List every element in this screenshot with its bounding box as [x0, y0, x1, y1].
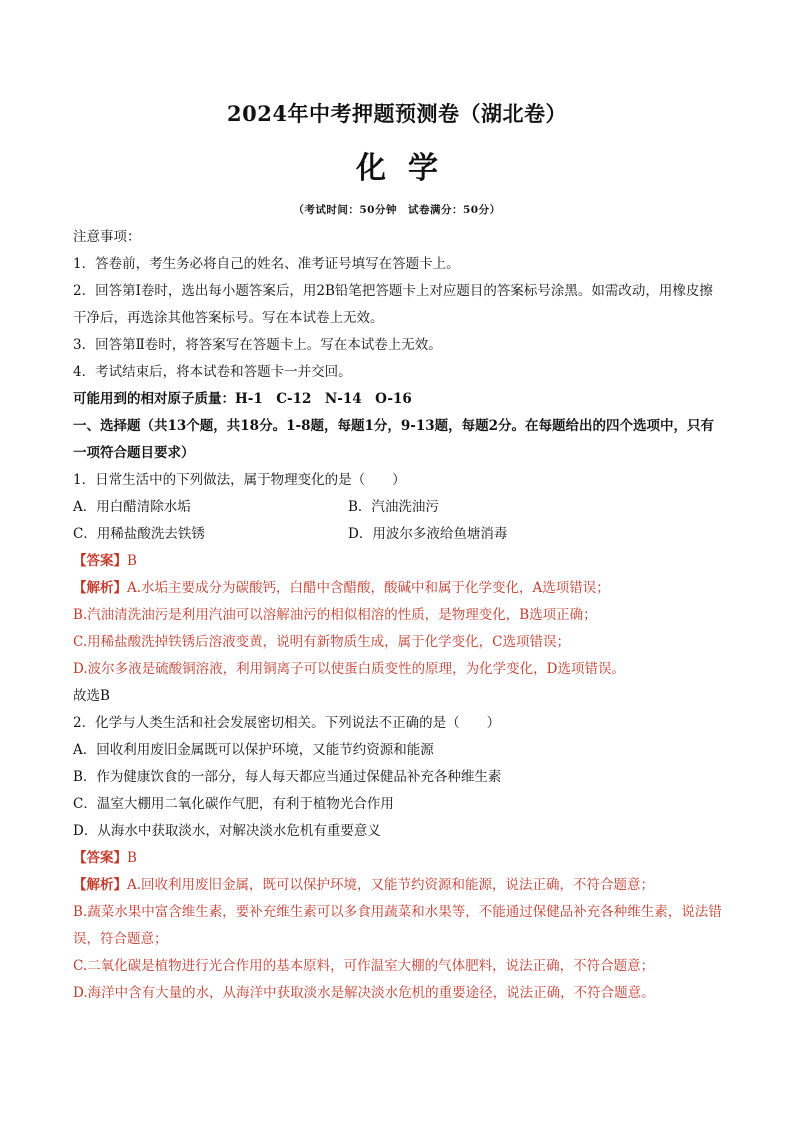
exam-body [73, 224, 723, 1007]
notice-item-4: 4．考试结束后，将本试卷和答题卡一并交回。 [73, 364, 352, 380]
question-2-stem: 2．化学与人类生活和社会发展密切相关。下列说法不正确的是（ ） [73, 715, 501, 731]
question-2-answer [73, 845, 723, 872]
option-b: B．汽油洗油污 [348, 499, 439, 515]
question-1-analysis-c: C.用稀盐酸洗掉铁锈后溶液变黄，说明有新物质生成，属于化学变化，C选项错误； [73, 634, 570, 650]
question-2-option-c: C．温室大棚用二氧化碳作气肥，有利于植物光合作用 [73, 796, 394, 812]
question-2-analysis-d: D.海洋中含有大量的水，从海洋中获取淡水是解决淡水危机的重要途径，说法正确，不符合题意。 [73, 985, 655, 1001]
notice-item-1: 1．答卷前，考生务必将自己的姓名、准考证号填写在答题卡上。 [73, 256, 460, 272]
question-2-option-d: D．从海水中获取淡水，对解决淡水危机有重要意义 [73, 823, 381, 839]
question-1-analysis-a [73, 575, 723, 602]
option-a: A．用白醋清除水垢 [73, 499, 191, 515]
option-c: C．用稀盐酸洗去铁锈 [73, 526, 205, 542]
notice-item-3: 3．回答第Ⅱ卷时，将答案写在答题卡上。写在本试卷上无效。 [73, 337, 442, 353]
answer-value: B [127, 850, 137, 866]
question-1-analysis-d: D.波尔多液是硫酸铜溶液，利用铜离子可以使蛋白质变性的原理，为化学变化，D选项错误。 [73, 661, 625, 677]
question-2-option-a: A．回收利用废旧金属既可以保护环境，又能节约资源和能源 [73, 742, 434, 758]
analysis-text: A.回收利用废旧金属，既可以保护环境，又能节约资源和能源，说法正确，不符合题意； [127, 877, 655, 893]
question-1-answer [73, 548, 723, 575]
answer-tag: 【答案】 [73, 850, 127, 866]
notice-item-2: 2．回答第Ⅰ卷时，选出每小题答案后，用2B铅笔把答题卡上对应题目的答案标号涂黑。如需改动，用橡皮擦干净后，再选涂其他答案标号。写在本试卷上无效。 [73, 283, 713, 326]
subject-title: 化学 [356, 151, 460, 186]
analysis-text: A.水垢主要成分为碳酸钙，白醋中含醋酸，酸碱中和属于化学变化，A选项错误； [127, 580, 610, 596]
question-2-analysis-b: B.蔬菜水果中富含维生素，要补充维生素可以多食用蔬菜和水果等，不能通过保健品补充各种维生素，说法错误，符合题意； [73, 904, 722, 947]
atomic-mass-line: 可能用到的相对原子质量：H-1 C-12 N-14 O-16 [73, 391, 412, 407]
analysis-tag: 【解析】 [73, 877, 127, 893]
analysis-tag: 【解析】 [73, 580, 127, 596]
question-1-analysis-b: B.汽油清洗油污是利用汽油可以溶解油污的相似相溶的性质，是物理变化，B选项正确； [73, 607, 597, 623]
question-2-option-b: B．作为健康饮食的一部分，每人每天都应当通过保健品补充各种维生素 [73, 769, 502, 785]
section-heading: 一、选择题（共13个题，共18分。1-8题，每题1分，9-13题，每题2分。在每题给出的四个选项中，只有一项符合题目要求） [73, 418, 715, 461]
question-1-stem: 1．日常生活中的下列做法，属于物理变化的是（ ） [73, 472, 406, 488]
exam-info: （考试时间：50分钟 试卷满分：50分） [293, 204, 501, 216]
question-1-options-row-1 [73, 494, 723, 521]
question-2-analysis-a [73, 872, 723, 899]
option-d: D．用波尔多液给鱼塘消毒 [348, 526, 508, 542]
answer-value: B [127, 553, 137, 569]
exam-title: 2024年中考押题预测卷（湖北卷） [227, 101, 567, 126]
answer-tag: 【答案】 [73, 553, 127, 569]
question-1-conclusion: 故选B [73, 688, 110, 704]
question-1-options-row-2 [73, 521, 723, 548]
notice-heading: 注意事项： [73, 229, 141, 245]
question-2-analysis-c: C.二氧化碳是植物进行光合作用的基本原料，可作温室大棚的气体肥料，说法正确，不符合题意； [73, 958, 655, 974]
